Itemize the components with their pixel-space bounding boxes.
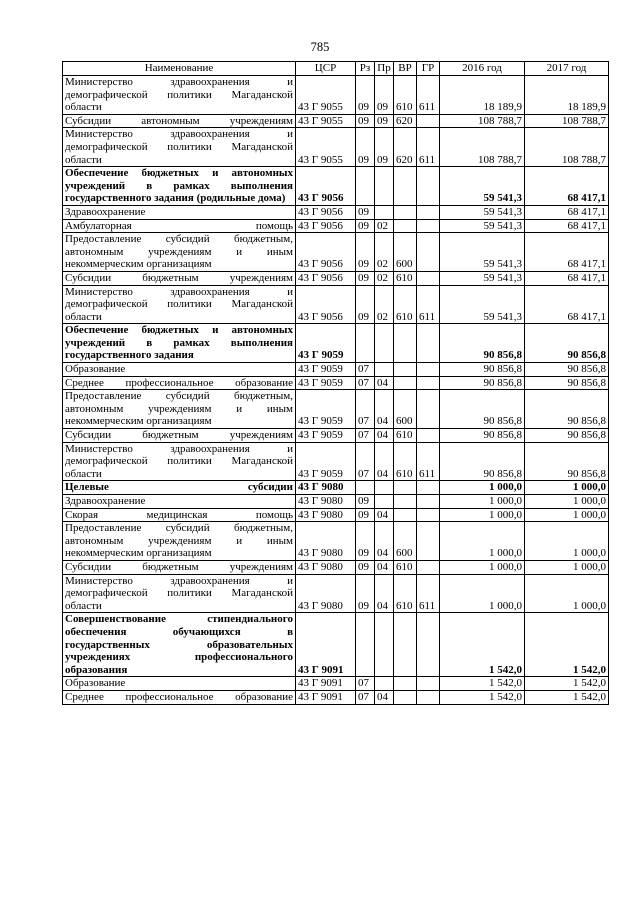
name-line: Министерство здравоохранения xyxy=(65,574,250,587)
cell-pr: 04 xyxy=(375,522,394,561)
cell-2016: 1 000,0 xyxy=(440,508,525,522)
table-row xyxy=(63,76,609,115)
cell-csr: 43 Г 9056 xyxy=(296,233,356,272)
cell-pr xyxy=(375,495,394,509)
cell-2017: 1 000,0 xyxy=(525,560,609,574)
name-line: Здравоохранение xyxy=(65,205,146,218)
cell-pr xyxy=(375,481,394,495)
cell-vr xyxy=(394,219,417,233)
cell-vr: 600 xyxy=(394,233,417,272)
cell-pr: 09 xyxy=(375,76,394,115)
cell-pr: 04 xyxy=(375,376,394,390)
name-line: автономным учреждениям и иным xyxy=(65,534,293,547)
table-row xyxy=(63,690,609,704)
name-line: и демографической политики xyxy=(65,128,294,153)
name-line: в государственных образовательных xyxy=(65,625,294,651)
cell-name xyxy=(63,205,296,219)
cell-name xyxy=(63,613,296,677)
cell-vr xyxy=(394,324,417,363)
header-gr: ГР xyxy=(417,62,440,76)
cell-csr: 43 Г 9059 xyxy=(296,390,356,429)
cell-name xyxy=(63,114,296,128)
name-line: Министерство здравоохранения xyxy=(65,128,250,141)
cell-2017: 68 417,1 xyxy=(525,271,609,285)
cell-gr xyxy=(417,363,440,377)
page-number: 785 xyxy=(310,40,330,54)
cell-name xyxy=(63,271,296,285)
header-2016: 2016 год xyxy=(440,62,525,76)
name-line: автономным учреждениям и иным xyxy=(65,245,293,258)
cell-name xyxy=(63,690,296,704)
cell-csr: 43 Г 9056 xyxy=(296,285,356,324)
name-line: Субсидии бюджетным учреждениям xyxy=(65,429,293,442)
cell-csr: 43 Г 9056 xyxy=(296,271,356,285)
cell-2017: 68 417,1 xyxy=(525,205,609,219)
cell-2016: 59 541,3 xyxy=(440,271,525,285)
cell-name xyxy=(63,574,296,613)
cell-rz: 07 xyxy=(356,690,375,704)
cell-rz: 07 xyxy=(356,363,375,377)
cell-2017: 1 542,0 xyxy=(525,677,609,691)
name-line: образования xyxy=(65,663,128,676)
name-line: обеспечения обучающихся xyxy=(65,625,241,638)
name-line: Образование xyxy=(65,677,126,690)
table-row xyxy=(63,285,609,324)
cell-csr: 43 Г 9059 xyxy=(296,324,356,363)
cell-csr: 43 Г 9056 xyxy=(296,167,356,206)
cell-gr xyxy=(417,613,440,677)
cell-2016: 18 189,9 xyxy=(440,76,525,115)
cell-rz: 07 xyxy=(356,390,375,429)
cell-vr xyxy=(394,205,417,219)
cell-csr: 43 Г 9059 xyxy=(296,376,356,390)
cell-name xyxy=(63,363,296,377)
table-body xyxy=(63,76,609,705)
cell-name xyxy=(63,285,296,324)
cell-name xyxy=(63,508,296,522)
name-line: Предоставление субсидий бюджетным, xyxy=(65,233,293,246)
cell-2017: 1 542,0 xyxy=(525,613,609,677)
cell-2017: 68 417,1 xyxy=(525,219,609,233)
cell-pr: 09 xyxy=(375,128,394,167)
cell-2016: 90 856,8 xyxy=(440,442,525,481)
cell-rz xyxy=(356,613,375,677)
cell-vr xyxy=(394,481,417,495)
cell-rz: 09 xyxy=(356,560,375,574)
cell-2017: 1 000,0 xyxy=(525,508,609,522)
name-line: Среднее профессиональное образование xyxy=(65,376,293,389)
cell-pr xyxy=(375,613,394,677)
cell-gr xyxy=(417,390,440,429)
name-line: некоммерческим организациям xyxy=(65,258,212,271)
cell-name xyxy=(63,324,296,363)
cell-pr xyxy=(375,205,394,219)
cell-2016: 1 542,0 xyxy=(440,690,525,704)
name-line: автономным учреждениям и иным xyxy=(65,402,293,415)
cell-vr xyxy=(394,167,417,206)
cell-vr: 610 xyxy=(394,285,417,324)
cell-csr: 43 Г 9059 xyxy=(296,429,356,443)
name-line: Образование xyxy=(65,363,126,376)
cell-rz: 09 xyxy=(356,128,375,167)
cell-gr: 611 xyxy=(417,128,440,167)
name-line: Магаданской области xyxy=(65,298,293,323)
cell-gr xyxy=(417,205,440,219)
name-line: Субсидии бюджетным учреждениям xyxy=(65,560,293,573)
name-line: и автономных учреждений в рамках xyxy=(65,324,294,349)
cell-2016: 59 541,3 xyxy=(440,167,525,206)
cell-name xyxy=(63,677,296,691)
cell-pr xyxy=(375,324,394,363)
table-row xyxy=(63,574,609,613)
table-row xyxy=(63,219,609,233)
table-row xyxy=(63,522,609,561)
cell-rz xyxy=(356,324,375,363)
cell-csr: 43 Г 9080 xyxy=(296,560,356,574)
cell-rz xyxy=(356,167,375,206)
name-line: некоммерческим организациям xyxy=(65,415,212,428)
cell-name xyxy=(63,219,296,233)
cell-name xyxy=(63,128,296,167)
header-name: Наименование xyxy=(63,62,296,76)
cell-csr: 43 Г 9080 xyxy=(296,508,356,522)
cell-gr xyxy=(417,508,440,522)
cell-vr xyxy=(394,508,417,522)
cell-gr xyxy=(417,522,440,561)
name-line: Министерство здравоохранения xyxy=(65,285,250,298)
table-row xyxy=(63,508,609,522)
cell-vr: 600 xyxy=(394,390,417,429)
cell-2017: 68 417,1 xyxy=(525,285,609,324)
table-row xyxy=(63,495,609,509)
cell-pr: 04 xyxy=(375,574,394,613)
cell-gr xyxy=(417,114,440,128)
cell-vr xyxy=(394,495,417,509)
cell-vr xyxy=(394,363,417,377)
cell-name xyxy=(63,522,296,561)
cell-gr xyxy=(417,481,440,495)
cell-2017: 90 856,8 xyxy=(525,429,609,443)
header-pr: Пр xyxy=(375,62,394,76)
cell-vr: 610 xyxy=(394,574,417,613)
name-line: Здравоохранение xyxy=(65,495,146,507)
name-line: Министерство здравоохранения xyxy=(65,76,250,88)
name-line: и демографической политики xyxy=(65,442,294,468)
cell-2016: 90 856,8 xyxy=(440,324,525,363)
cell-pr xyxy=(375,677,394,691)
cell-2016: 1 000,0 xyxy=(440,574,525,613)
cell-gr: 611 xyxy=(417,574,440,613)
cell-rz: 09 xyxy=(356,205,375,219)
cell-2016: 90 856,8 xyxy=(440,429,525,443)
table-row xyxy=(63,233,609,272)
table-row xyxy=(63,677,609,691)
cell-name xyxy=(63,495,296,509)
table-row xyxy=(63,442,609,481)
name-line: Амбулаторная помощь xyxy=(65,219,293,232)
cell-pr: 04 xyxy=(375,429,394,443)
cell-vr xyxy=(394,376,417,390)
name-line: Обеспечение бюджетных xyxy=(65,324,199,337)
cell-gr xyxy=(417,690,440,704)
cell-2017: 90 856,8 xyxy=(525,376,609,390)
table-row xyxy=(63,363,609,377)
cell-csr: 43 Г 9091 xyxy=(296,677,356,691)
cell-2017: 108 788,7 xyxy=(525,128,609,167)
cell-pr: 04 xyxy=(375,690,394,704)
cell-2017: 90 856,8 xyxy=(525,363,609,377)
cell-rz: 09 xyxy=(356,233,375,272)
cell-rz: 09 xyxy=(356,574,375,613)
cell-csr: 43 Г 9080 xyxy=(296,574,356,613)
cell-pr: 09 xyxy=(375,114,394,128)
cell-gr xyxy=(417,560,440,574)
cell-csr: 43 Г 9055 xyxy=(296,76,356,115)
header-2017: 2017 год xyxy=(525,62,609,76)
name-line: некоммерческим организациям xyxy=(65,547,212,560)
cell-gr: 611 xyxy=(417,285,440,324)
name-line: задания xyxy=(154,349,194,362)
cell-2017: 90 856,8 xyxy=(525,390,609,429)
name-line: Министерство здравоохранения xyxy=(65,442,250,455)
cell-pr: 04 xyxy=(375,508,394,522)
table-row xyxy=(63,376,609,390)
table-row xyxy=(63,481,609,495)
name-line: выполнения государственного xyxy=(65,179,293,205)
table-header-row xyxy=(63,62,609,76)
name-line: Предоставление субсидий бюджетным, xyxy=(65,522,293,535)
cell-vr xyxy=(394,613,417,677)
cell-pr: 02 xyxy=(375,219,394,233)
name-line: задания (родильные дома) xyxy=(154,192,286,205)
name-line: Магаданской области xyxy=(65,140,293,166)
cell-2017: 68 417,1 xyxy=(525,167,609,206)
header-rz: Рз xyxy=(356,62,375,76)
cell-pr: 02 xyxy=(375,271,394,285)
table-row xyxy=(63,271,609,285)
cell-2016: 1 542,0 xyxy=(440,613,525,677)
cell-vr: 620 xyxy=(394,114,417,128)
cell-rz: 09 xyxy=(356,522,375,561)
cell-2017: 108 788,7 xyxy=(525,114,609,128)
cell-2016: 59 541,3 xyxy=(440,285,525,324)
cell-csr: 43 Г 9080 xyxy=(296,481,356,495)
cell-csr: 43 Г 9091 xyxy=(296,613,356,677)
cell-gr xyxy=(417,167,440,206)
cell-2017: 90 856,8 xyxy=(525,442,609,481)
name-line: и демографической политики xyxy=(65,574,294,600)
cell-gr xyxy=(417,677,440,691)
name-line: учреждениях профессионального xyxy=(65,651,293,664)
name-line: Субсидии автономным учреждениям xyxy=(65,114,293,127)
cell-name xyxy=(63,429,296,443)
cell-rz: 09 xyxy=(356,271,375,285)
cell-rz: 09 xyxy=(356,114,375,128)
cell-rz: 09 xyxy=(356,285,375,324)
cell-2016: 1 542,0 xyxy=(440,677,525,691)
cell-vr: 620 xyxy=(394,128,417,167)
cell-rz: 07 xyxy=(356,442,375,481)
cell-csr: 43 Г 9059 xyxy=(296,442,356,481)
cell-csr: 43 Г 9056 xyxy=(296,205,356,219)
cell-rz: 09 xyxy=(356,495,375,509)
cell-pr: 04 xyxy=(375,442,394,481)
cell-2016: 59 541,3 xyxy=(440,205,525,219)
cell-rz: 07 xyxy=(356,677,375,691)
cell-rz: 07 xyxy=(356,429,375,443)
cell-pr: 02 xyxy=(375,233,394,272)
cell-pr: 04 xyxy=(375,390,394,429)
cell-vr xyxy=(394,677,417,691)
cell-csr: 43 Г 9056 xyxy=(296,219,356,233)
cell-name xyxy=(63,167,296,206)
cell-rz: 09 xyxy=(356,508,375,522)
cell-name xyxy=(63,233,296,272)
cell-gr xyxy=(417,219,440,233)
name-line: и демографической политики xyxy=(65,285,294,311)
name-line: Совершенствование стипендиального xyxy=(65,613,293,626)
name-line: Магаданской области xyxy=(65,88,293,114)
cell-2016: 90 856,8 xyxy=(440,376,525,390)
name-line: и автономных учреждений в рамках xyxy=(65,167,294,192)
name-line: Магаданской области xyxy=(65,455,293,480)
cell-2017: 1 542,0 xyxy=(525,690,609,704)
name-line: Предоставление субсидий бюджетным, xyxy=(65,390,293,403)
cell-2017: 1 000,0 xyxy=(525,522,609,561)
cell-gr xyxy=(417,429,440,443)
cell-csr: 43 Г 9055 xyxy=(296,114,356,128)
cell-2016: 59 541,3 xyxy=(440,233,525,272)
name-line: Среднее профессиональное образование xyxy=(65,690,293,703)
table-row xyxy=(63,114,609,128)
cell-csr: 43 Г 9055 xyxy=(296,128,356,167)
cell-gr xyxy=(417,495,440,509)
cell-csr: 43 Г 9091 xyxy=(296,690,356,704)
cell-name xyxy=(63,390,296,429)
cell-vr: 610 xyxy=(394,271,417,285)
cell-2016: 108 788,7 xyxy=(440,128,525,167)
table-row xyxy=(63,324,609,363)
cell-rz: 09 xyxy=(356,219,375,233)
cell-rz xyxy=(356,481,375,495)
cell-2017: 1 000,0 xyxy=(525,574,609,613)
table-row xyxy=(63,128,609,167)
cell-pr: 02 xyxy=(375,285,394,324)
cell-2016: 59 541,3 xyxy=(440,219,525,233)
cell-gr xyxy=(417,376,440,390)
cell-2016: 1 000,0 xyxy=(440,560,525,574)
cell-pr xyxy=(375,363,394,377)
name-line: Скорая медицинская помощь xyxy=(65,508,293,521)
cell-2017: 68 417,1 xyxy=(525,233,609,272)
name-line: выполнения государственного xyxy=(65,336,293,362)
cell-vr: 610 xyxy=(394,442,417,481)
cell-2016: 108 788,7 xyxy=(440,114,525,128)
cell-gr xyxy=(417,271,440,285)
header-vr: ВР xyxy=(394,62,417,76)
cell-name xyxy=(63,442,296,481)
cell-csr: 43 Г 9080 xyxy=(296,495,356,509)
cell-gr: 611 xyxy=(417,442,440,481)
cell-2017: 1 000,0 xyxy=(525,481,609,495)
table-row xyxy=(63,560,609,574)
cell-2016: 1 000,0 xyxy=(440,495,525,509)
cell-csr: 43 Г 9080 xyxy=(296,522,356,561)
cell-pr xyxy=(375,167,394,206)
cell-name xyxy=(63,376,296,390)
name-line: Магаданской области xyxy=(65,587,293,612)
name-line: Обеспечение бюджетных xyxy=(65,167,199,180)
budget-table xyxy=(62,61,609,705)
cell-name xyxy=(63,481,296,495)
cell-gr xyxy=(417,324,440,363)
table-row xyxy=(63,429,609,443)
cell-vr: 610 xyxy=(394,429,417,443)
cell-name xyxy=(63,76,296,115)
cell-rz: 09 xyxy=(356,76,375,115)
cell-2017: 90 856,8 xyxy=(525,324,609,363)
name-line: Субсидии бюджетным учреждениям xyxy=(65,271,293,284)
cell-name xyxy=(63,560,296,574)
cell-pr: 04 xyxy=(375,560,394,574)
table-row xyxy=(63,205,609,219)
cell-vr: 600 xyxy=(394,522,417,561)
cell-vr xyxy=(394,690,417,704)
header-csr: ЦСР xyxy=(296,62,356,76)
cell-rz: 07 xyxy=(356,376,375,390)
cell-csr: 43 Г 9059 xyxy=(296,363,356,377)
cell-2016: 90 856,8 xyxy=(440,390,525,429)
table-row xyxy=(63,613,609,677)
table-row xyxy=(63,390,609,429)
name-line: и демографической политики xyxy=(65,76,294,101)
cell-gr xyxy=(417,233,440,272)
cell-vr: 610 xyxy=(394,76,417,115)
cell-2016: 1 000,0 xyxy=(440,522,525,561)
cell-2016: 1 000,0 xyxy=(440,481,525,495)
name-line: Целевые субсидии xyxy=(65,481,293,494)
cell-2016: 90 856,8 xyxy=(440,363,525,377)
cell-vr: 610 xyxy=(394,560,417,574)
cell-2017: 18 189,9 xyxy=(525,76,609,115)
cell-gr: 611 xyxy=(417,76,440,115)
table-row xyxy=(63,167,609,206)
cell-2017: 1 000,0 xyxy=(525,495,609,509)
